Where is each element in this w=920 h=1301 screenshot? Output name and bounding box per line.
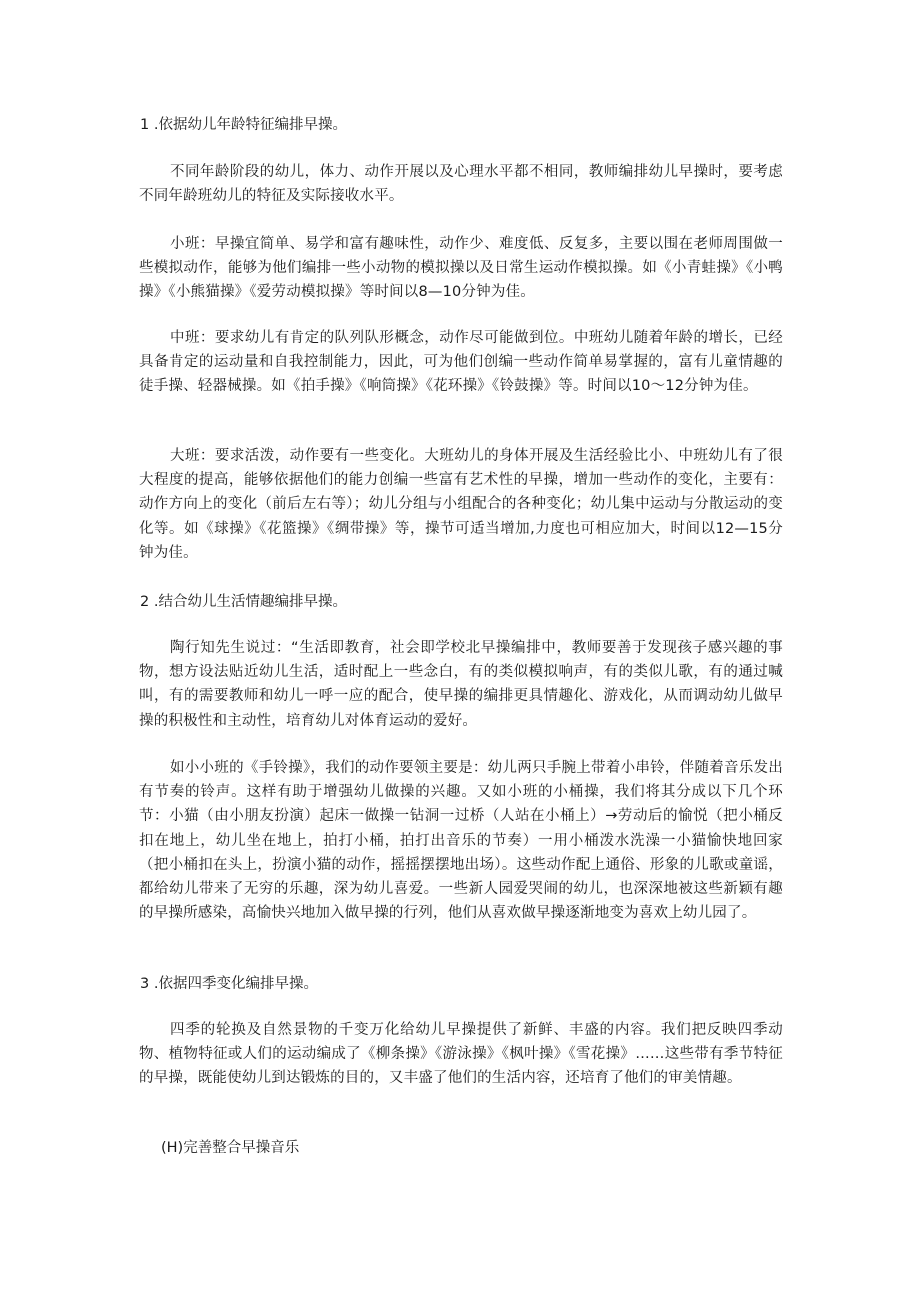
middle-class-paragraph: 中班：要求幼儿有肯定的队列队形概念，动作尽可能做到位。中班幼儿随着年龄的增长，已经具备肯定的运动量和自我控制能力，因此，可为他们创编一些动作简单易掌握的，富有儿童情趣的徒手操、轻器械操。如《拍手操》《响筒操》《花环操》《铃鼓操》等。时间以10～12分钟为佳。: [139, 330, 783, 395]
section3-body-paragraph: 四季的轮换及自然景物的千变万化给幼儿早操提供了新鲜、丰盛的内容。我们把反映四季动物、植物特征或人们的运动编成了《柳条操》《游泳操》《枫叶操》《雪花操》……这些带有季节特征的早操，既能使幼儿到达锻炼的目的，又丰盛了他们的生活内容，还培育了他们的审美情趣。: [139, 1022, 783, 1087]
section1-intro-paragraph: 不同年龄阶段的幼儿，体力、动作开展以及心理水平都不相同，教师编排幼儿早操时，要考虑不同年龄班幼儿的特征及实际接收水平。: [139, 164, 783, 205]
section1-heading: 1 .依据幼儿年龄特征编排早操。: [140, 117, 347, 133]
section2-example-paragraph: 如小小班的《手铃操》，我们的动作要领主要是：幼儿两只手腕上带着小串铃，伴随着音乐发出有节奏的铃声。这样有助于增强幼儿做操的兴趣。又如小班的小桶操，我们将其分成以下几个环节：小猫（由小朋友扮演）起床一做操一钻洞一过桥（人站在小桶上）→劳动后的愉悦（把小桶反扣在地上，幼儿坐在地上，拍打小桶，拍打出音乐的节奏）一用小桶泼水洗澡一小猫愉快地回家（把小桶扣在头上，扮演小猫的动作，摇摇摆摆地出场）。这些动作配上通俗、形象的儿歌或童谣，都给幼儿带来了无穷的乐趣，深为幼儿喜爱。一些新人园爱哭闹的幼儿，也深深地被这些新颖有趣的早操所感染，高愉快兴地加入做早操的行列，他们从喜欢做早操逐渐地变为喜欢上幼儿园了。: [139, 760, 783, 922]
section2-heading: 2 .结合幼儿生活情趣编排早操。: [140, 594, 347, 610]
section2-quote-paragraph: 陶行知先生说过：“生活即教育，社会即学校北早操编排中，教师要善于发现孩子感兴趣的事物，想方设法贴近幼儿生活，适时配上一些念白，有的类似模拟响声，有的类似儿歌，有的通过喊叫，有的需要教师和幼儿一呼一应的配合，使早操的编排更具情趣化、游戏化，从而调动幼儿做早操的积极性和主动性，培育幼儿对体育运动的爱好。: [139, 640, 783, 729]
section4-heading: (H)完善整合早操音乐: [161, 1140, 300, 1156]
small-class-paragraph: 小班：早操宜简单、易学和富有趣味性，动作少、难度低、反复多，主要以围在老师周围做一些模拟动作，能够为他们编排一些小动物的模拟操以及日常生运动作模拟操。如《小青蛙操》《小鸭操》《小熊猫操》《爱劳动模拟操》等时间以8—10分钟为佳。: [139, 236, 783, 301]
large-class-paragraph: 大班：要求活泼，动作要有一些变化。大班幼儿的身体开展及生活经验比小、中班幼儿有了很大程度的提高，能够依据他们的能力创编一些富有艺术性的早操，增加一些动作的变化，主要有：动作方向上的变化（前后左右等）；幼儿分组与小组配合的各种变化；幼儿集中运动与分散运动的变化等。如《球操》《花篮操》《绸带操》等，操节可适当增加,力度也可相应加大，时间以12—15分钟为佳。: [139, 448, 783, 561]
section3-heading: 3 .依据四季变化编排早操。: [140, 976, 318, 992]
